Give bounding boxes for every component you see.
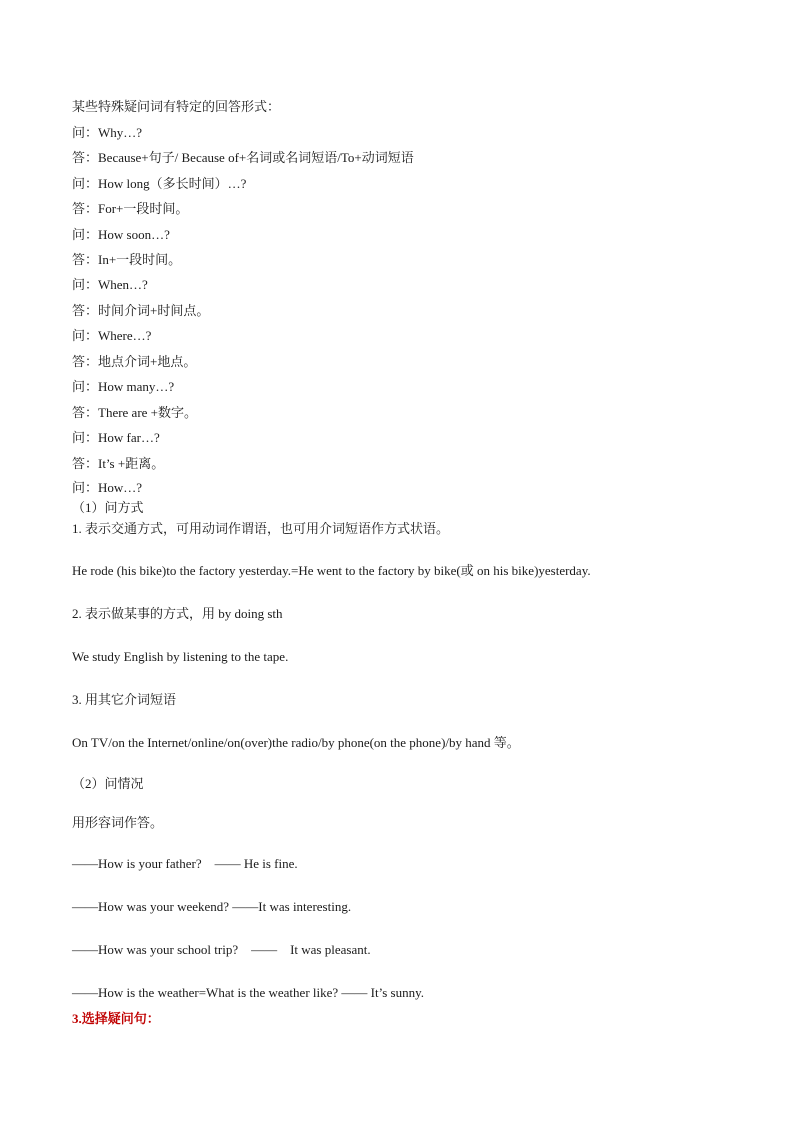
question-how-far: 问：How far…?	[72, 430, 160, 445]
answer-where: 答：地点介词+地点。	[72, 354, 197, 369]
answer-when: 答：时间介词+时间点。	[72, 303, 210, 318]
question-how: 问：How…?	[72, 480, 143, 495]
question-how-long: 问：How long（多长时间）…?	[72, 176, 247, 191]
example-3: On TV/on the Internet/online/on(over)the radio/by phone(on the phone)/by hand 等。	[72, 735, 520, 750]
subsection-2-title: （2）问情况	[72, 776, 144, 791]
intro-text: 某些特殊疑问词有特定的回答形式：	[72, 99, 281, 114]
point-1: 1. 表示交通方式，可用动词作谓语，也可用介词短语作方式状语。	[72, 521, 450, 536]
dialogue-3: ——How was your school trip? —— It was pleasant.	[72, 942, 371, 957]
example-1: He rode (his bike)to the factory yesterday.=He went to the factory by bike(或 on his bike)yesterday.	[72, 563, 591, 578]
subsection-1-title: （1）问方式	[72, 500, 144, 515]
question-where: 问：Where…?	[72, 328, 152, 343]
point-2: 2. 表示做某事的方式，用 by doing sth	[72, 606, 283, 621]
adjective-answer-note: 用形容词作答。	[72, 815, 164, 830]
answer-why: 答：Because+句子/ Because of+名词或名词短语/To+动词短语	[72, 150, 414, 165]
dialogue-4: ——How is the weather=What is the weather like? —— It’s sunny.	[72, 985, 424, 1000]
answer-how-far: 答：It’s +距离。	[72, 456, 165, 471]
question-when: 问：When…?	[72, 277, 148, 292]
question-how-soon: 问：How soon…?	[72, 227, 170, 242]
answer-how-soon: 答：In+一段时间。	[72, 252, 182, 267]
answer-how-many: 答：There are +数字。	[72, 405, 198, 420]
point-3: 3. 用其它介词短语	[72, 692, 177, 707]
example-2: We study English by listening to the tape.	[72, 649, 289, 664]
dialogue-2: ——How was your weekend? ——It was interesting.	[72, 899, 352, 914]
answer-how-long: 答：For+一段时间。	[72, 201, 189, 216]
dialogue-1: ——How is your father? —— He is fine.	[72, 856, 298, 871]
section-3-title: 3.选择疑问句：	[72, 1011, 160, 1026]
question-why: 问：Why…?	[72, 125, 143, 140]
question-how-many: 问：How many…?	[72, 379, 175, 394]
